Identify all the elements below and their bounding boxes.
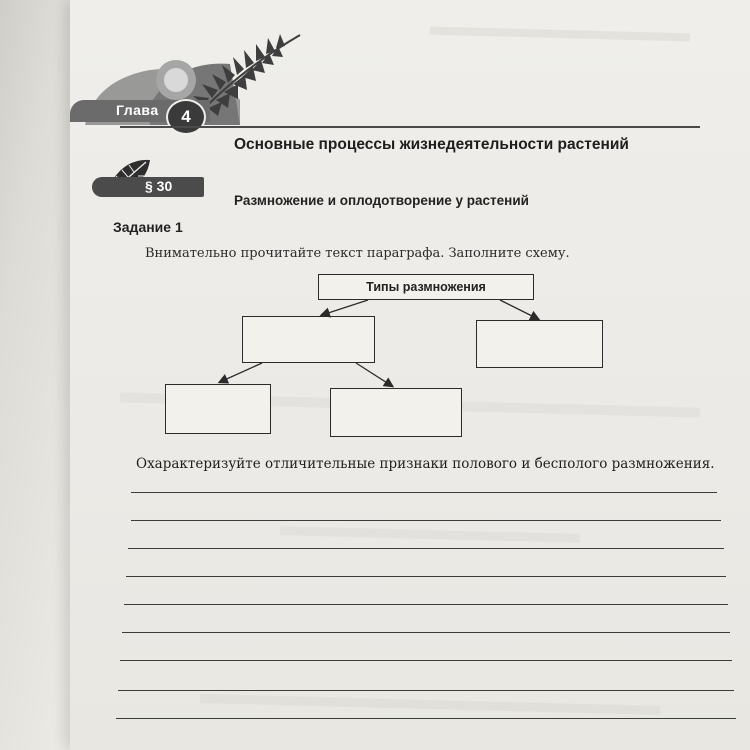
- chapter-number-badge: 4: [166, 99, 206, 135]
- answer-line[interactable]: [131, 520, 721, 521]
- section-label: § 30: [145, 178, 173, 194]
- task-heading: Задание 1: [113, 219, 183, 235]
- answer-line[interactable]: [120, 660, 732, 661]
- task-question: Охарактеризуйте отличительные признаки полового и бесполого размножения.: [136, 456, 715, 472]
- answer-line[interactable]: [116, 718, 736, 719]
- task-instruction: Внимательно прочитайте текст параграфа. Заполните схему.: [145, 246, 570, 261]
- answer-line[interactable]: [124, 604, 728, 605]
- section-title: Размножение и оплодотворение у растений: [234, 193, 529, 208]
- answer-line[interactable]: [131, 492, 717, 493]
- chapter-title: Основные процессы жизнедеятельности растений: [234, 136, 629, 153]
- answer-line[interactable]: [122, 632, 730, 633]
- answer-line[interactable]: [128, 548, 724, 549]
- diagram-root-label: Типы размножения: [366, 280, 486, 294]
- chapter-label: Глава: [116, 102, 159, 118]
- answer-line[interactable]: [126, 576, 726, 577]
- answer-line[interactable]: [118, 690, 734, 691]
